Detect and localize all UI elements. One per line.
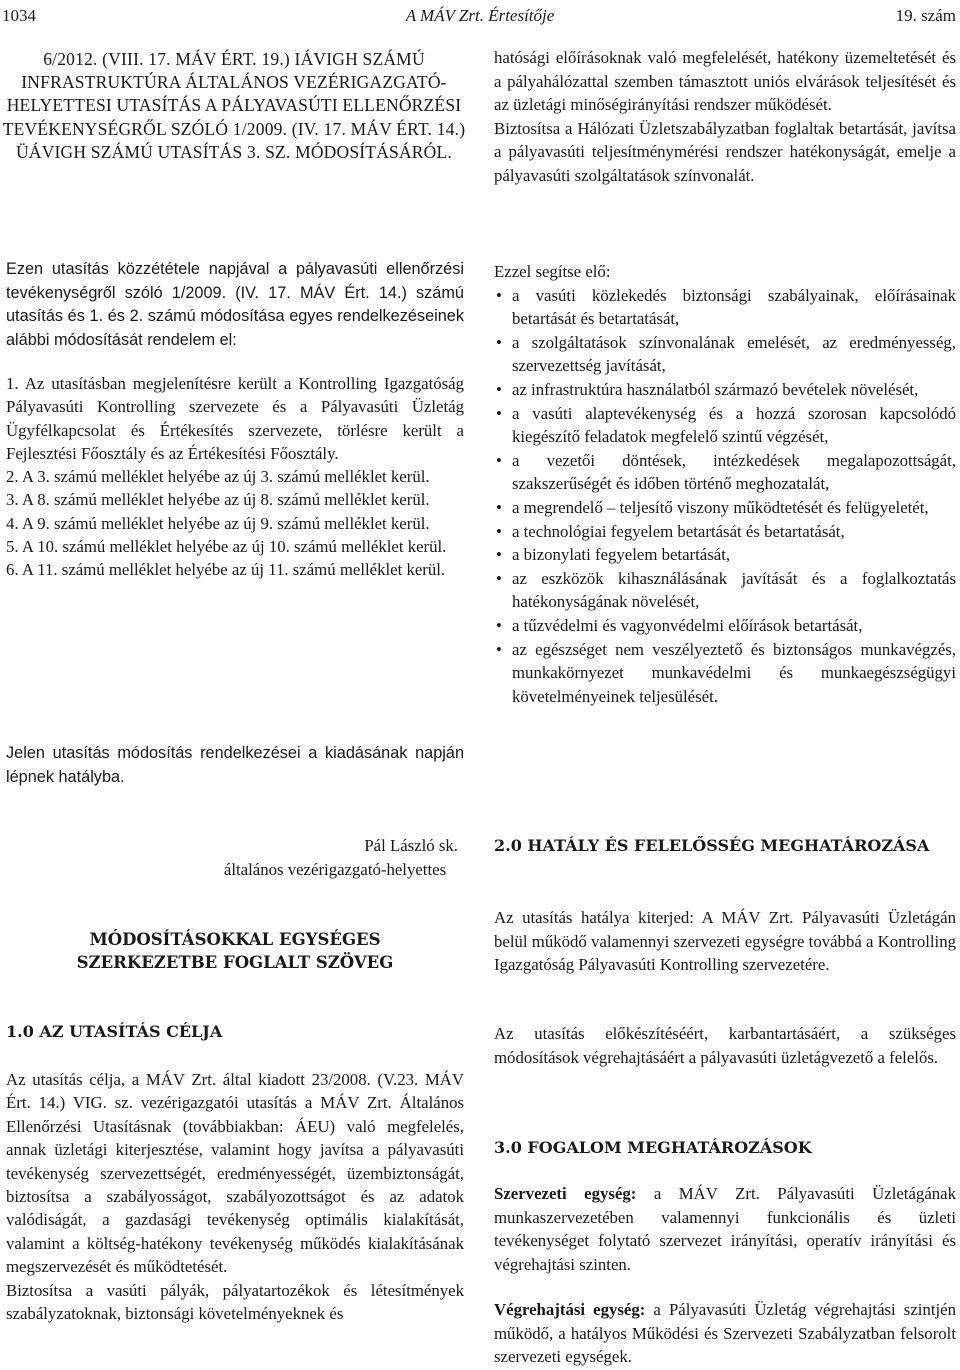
amendment-item-4: 4. A 9. számú melléklet helyébe az új 9. számú melléklet kerül. — [6, 513, 430, 533]
amendment-item-6: 6. A 11. számú melléklet helyébe az új 11. számú melléklet kerül. — [6, 560, 446, 580]
section-1-heading: 1.0 AZ UTASÍTÁS CÉLJA — [6, 1022, 223, 1041]
list-item: • a vasúti alaptevékenység és a hozzá szorosan kapcsolódó kiegészítő feladatok megfelelő szintű végzését, — [496, 403, 956, 447]
bullet-icon: • — [496, 285, 502, 305]
list-item: • az egészséget nem veszélyeztető és biztonságos munkavégzés, munkakörnyezet munkavédelmi és munkaegészségügyi követelményeinek teljesülését. — [496, 639, 956, 706]
list-item: • a bizonylati fegyelem betartását, — [494, 543, 956, 567]
right-continuation-text: hatósági előírásoknak való megfelelését, hatékony üzemeltetését és a pályahálózattal szemben támasztott uniós elvárások teljesítését és az üzletági minőségirányítási rendszer működését. — [494, 48, 956, 115]
definition-term: Szervezeti egység: — [494, 1184, 637, 1203]
list-item: • a technológiai fegyelem betartását és betartatását, — [494, 520, 956, 544]
bullet-icon: • — [496, 568, 502, 588]
page-number: 1034 — [2, 6, 36, 25]
right-continuation-text-2: Biztosítsa a Hálózati Üzletszabályzatban foglaltak betartását, javítsa a pályavasúti teljesítménymérési rendszer hatékonyságát, emelje a pályavasúti szolgáltatások színvonalát. — [494, 118, 956, 185]
list-item: • az eszközök kihasználásának javítását és a foglalkoztatás hatékonyságának növelését, — [496, 568, 956, 612]
bullet-icon: • — [496, 497, 502, 517]
bullet-icon: • — [496, 332, 502, 352]
definition-text: a MÁV Zrt. Pályavasúti Üzletágának munkaszervezetében valamennyi funkcionális és üzleti tevékenységet folytató szervezet irányítási, operatív irányítási és végrehajtási szinten. — [494, 1184, 956, 1274]
issue-number: 19. szám — [895, 6, 956, 25]
amendment-item-2: 2. A 3. számú melléklet helyébe az új 3. számú melléklet kerül. — [6, 467, 430, 487]
list-item: • a tűzvédelmi és vagyonvédelmi előírások betartását, — [494, 614, 956, 638]
intro-paragraph: Ezen utasítás közzététele napjával a pályavasúti ellenőrzési tevékenységről szóló 1/2009. (IV. 17. MÁV Ért. 14.) számú utasítás és 1. és 2. számú módosítása egyes rendelkezéseinek alábbi módosítását rendelem el: — [6, 260, 464, 349]
bullet-icon: • — [496, 545, 502, 565]
bullet-icon: • — [496, 450, 502, 470]
list-item: • a megrendelő – teljesítő viszony működtetését és felügyeletét, — [494, 496, 956, 520]
section-1-text: Az utasítás célja, a MÁV Zrt. által kiadott 23/2008. (V.23. MÁV Ért. 14.) VIG. sz. vezérigazgatói utasítás a MÁV Zrt. Általános Ellenőrzési Utasításnak (továbbiakban: ÁEU) való megfelelés, annak üzletági kiterjesztése, valamint hogy javítsa a pályavasúti tevékenység szervezettségét, eredményességét, üzembiztonságát, biztosítsa a szabályosságot, szabályozottságot és az adatok valódiságát, a gazdasági tevékenység optimális kialakítását, valamint a költség-hatékony tevékenység működés kialakításának megszervezését és működtetését. — [6, 1070, 464, 1277]
bullet-icon: • — [496, 521, 502, 541]
consolidated-heading: MÓDOSÍTÁSOKKAL EGYSÉGES SZERKEZETBE FOGLALT SZÖVEG — [76, 930, 394, 972]
list-item: • az infrastruktúra használatból származó bevételek növelését, — [494, 378, 956, 402]
definition-execution-unit — [494, 1298, 956, 1369]
list-item: • a szolgáltatások színvonalának emelését, az eredményesség, szervezettség javítását, — [496, 332, 956, 376]
closing-paragraph: Jelen utasítás módosítás rendelkezései a kiadásának napján lépnek hatályba. — [6, 744, 464, 786]
section-2-text-2: Az utasítás előkészítéséért, karbantartásáért, a szükséges módosítások végrehajtásáért a pályavasúti üzletágvezető a felelős. — [494, 1024, 956, 1067]
definition-text: a Pályavasúti Üzletág végrehajtási szintjén működő, a hatályos Működési és Szervezeti Szabályzatban felsorolt szervezeti egységek. — [494, 1300, 957, 1367]
amendment-item-3: 3. A 8. számú melléklet helyébe az új 8. számú melléklet kerül. — [6, 490, 430, 510]
definition-organizational-unit — [494, 1182, 956, 1276]
bullet-icon: • — [496, 379, 502, 399]
definition-term: Végrehajtási egység: — [494, 1300, 646, 1319]
signer-role: általános vezérigazgató-helyettes — [223, 859, 447, 879]
section-2-heading: 2.0 HATÁLY ÉS FELELŐSSÉG MEGHATÁROZÁSA — [494, 836, 930, 855]
bullet-icon: • — [496, 403, 502, 423]
bullets-intro: Ezzel segítse elő: — [494, 262, 611, 281]
document-title: 6/2012. (VIII. 17. MÁV ÉRT. 19.) IÁVIGH SZÁMÚ INFRASTRUKTÚRA ÁLTALÁNOS VEZÉRIGAZGATÓ-HELYETTESI UTASÍTÁS A PÁLYAVASÚTI ELLENŐRZÉSI TEVÉKENYSÉGRŐL SZÓLÓ 1/2009. (IV. 17. MÁV ÉRT. 14.) ÜÁVIGH SZÁMÚ UTASÍTÁS 3. SZ. MÓDOSÍTÁSÁRÓL. — [2, 49, 466, 162]
list-item: • a vezetői döntések, intézkedések megalapozottságát, szakszerűségét és időben történő meghozatalát, — [496, 450, 956, 494]
signer-name: Pál László sk. — [364, 836, 458, 855]
amendment-item-1: 1. Az utasításban megjelenítésre került a Kontrolling Igazgatóság Pályavasúti Kontrolling szervezete és a Pályavasúti Üzletág Ügyfélkapcsolat és Értékesítés szervezete, törlésre került a Fejlesztési Főosztály és az Értékesítési Főosztály. — [6, 374, 464, 463]
section-3-heading: 3.0 FOGALOM MEGHATÁROZÁSOK — [494, 1138, 812, 1157]
bullet-icon: • — [496, 615, 502, 635]
amendment-item-5: 5. A 10. számú melléklet helyébe az új 10. számú melléklet kerül. — [6, 537, 447, 557]
goals-list — [494, 284, 956, 709]
list-item: • a vasúti közlekedés biztonsági szabályainak, előírásainak betartását és betartatását, — [496, 285, 956, 329]
bullet-icon: • — [496, 639, 502, 659]
section-2-text: Az utasítás hatálya kiterjed: A MÁV Zrt. Pályavasúti Üzletágán belül működő valamennyi szervezeti egységre továbbá a Kontrolling Igazgatóság Pályavasúti Kontrolling szervezetére. — [494, 908, 956, 975]
journal-title: A MÁV Zrt. Értesítője — [405, 6, 555, 25]
section-1-text-2: Biztosítsa a vasúti pályák, pályatartozékok és létesítmények szabályzatoknak, biztonsági követelményeknek és — [6, 1280, 464, 1324]
